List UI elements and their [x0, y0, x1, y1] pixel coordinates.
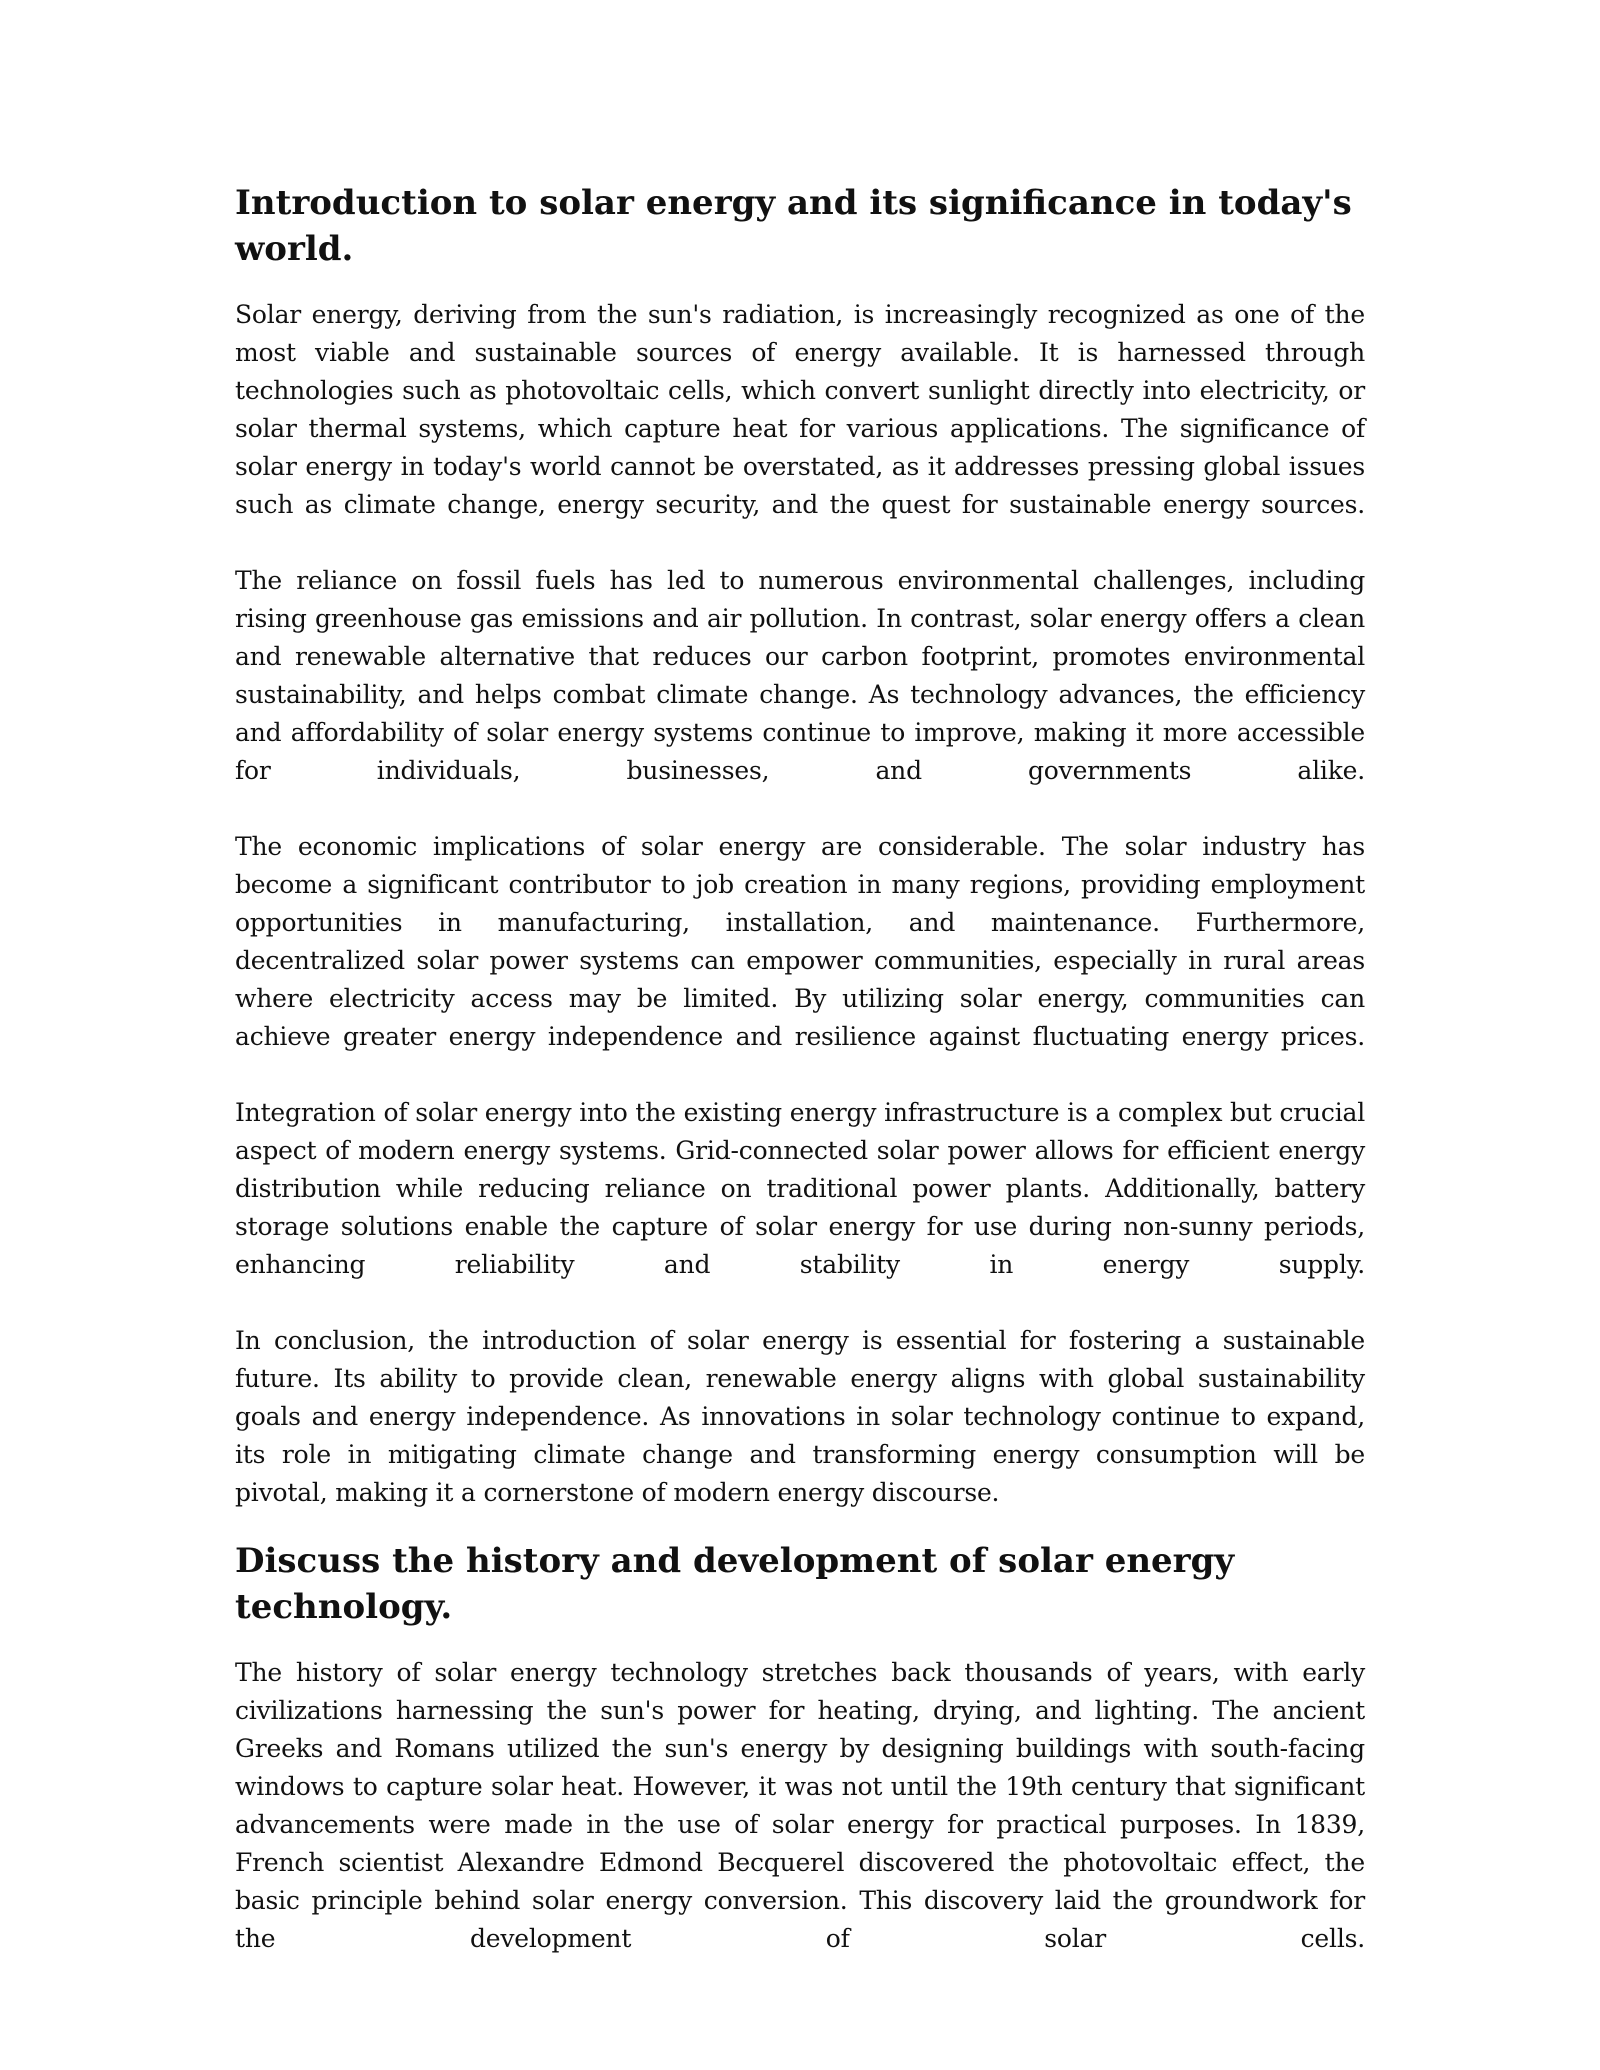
paragraph: In conclusion, the introduction of solar energy is essential for fostering a sustainable future. Its ability to provide clean, renewable energy aligns with global sustainability goals and energy independence. As innovations in solar technology continue to expand, its role in mitigating climate change and transforming energy consumption will be pivotal, making it a cornerstone of modern energy discourse. — [235, 1326, 1365, 1507]
document-body — [235, 180, 1365, 1996]
paragraph: The economic implications of solar energy are considerable. The solar industry has become a significant contributor to job creation in many regions, providing employment opportunities in manufacturing, installation, and maintenance. Furthermore, decentralized solar power systems can empower communities, especially in rural areas where electricity access may be limited. By utilizing solar energy, communities can achieve greater energy independence and resilience against fluctuating energy prices. — [235, 832, 1365, 1051]
paragraph: The reliance on fossil fuels has led to numerous environmental challenges, including rising greenhouse gas emissions and air pollution. In contrast, solar energy offers a clean and renewable alternative that reduces our carbon footprint, promotes environmental sustainability, and helps combat climate change. As technology advances, the efficiency and affordability of solar energy systems continue to improve, making it more accessible for individuals, businesses, and governments alike. — [235, 566, 1365, 785]
section-heading-introduction: Introduction to solar energy and its significance in today's world. — [235, 183, 1352, 269]
paragraph: Solar energy, deriving from the sun's radiation, is increasingly recognized as one of the most viable and sustainable sources of energy available. It is harnessed through technologies such as photovoltaic cells, which convert sunlight directly into electricity, or solar thermal systems, which capture heat for various applications. The significance of solar energy in today's world cannot be overstated, as it addresses pressing global issues such as climate change, energy security, and the quest for sustainable energy sources. — [235, 300, 1365, 519]
paragraph: The history of solar energy technology stretches back thousands of years, with early civilizations harnessing the sun's power for heating, drying, and lighting. The ancient Greeks and Romans utilized the sun's energy by designing buildings with south-facing windows to capture solar heat. However, it was not until the 19th century that significant advancements were made in the use of solar energy for practical purposes. In 1839, French scientist Alexandre Edmond Becquerel discovered the photovoltaic effect, the basic principle behind solar energy conversion. This discovery laid the groundwork for the development of solar cells. — [235, 1658, 1365, 1953]
paragraph: Integration of solar energy into the existing energy infrastructure is a complex but crucial aspect of modern energy systems. Grid-connected solar power allows for efficient energy distribution while reducing reliance on traditional power plants. Additionally, battery storage solutions enable the capture of solar energy for use during non-sunny periods, enhancing reliability and stability in energy supply. — [235, 1098, 1365, 1279]
section-heading-history: Discuss the history and development of solar energy technology. — [235, 1541, 1235, 1627]
